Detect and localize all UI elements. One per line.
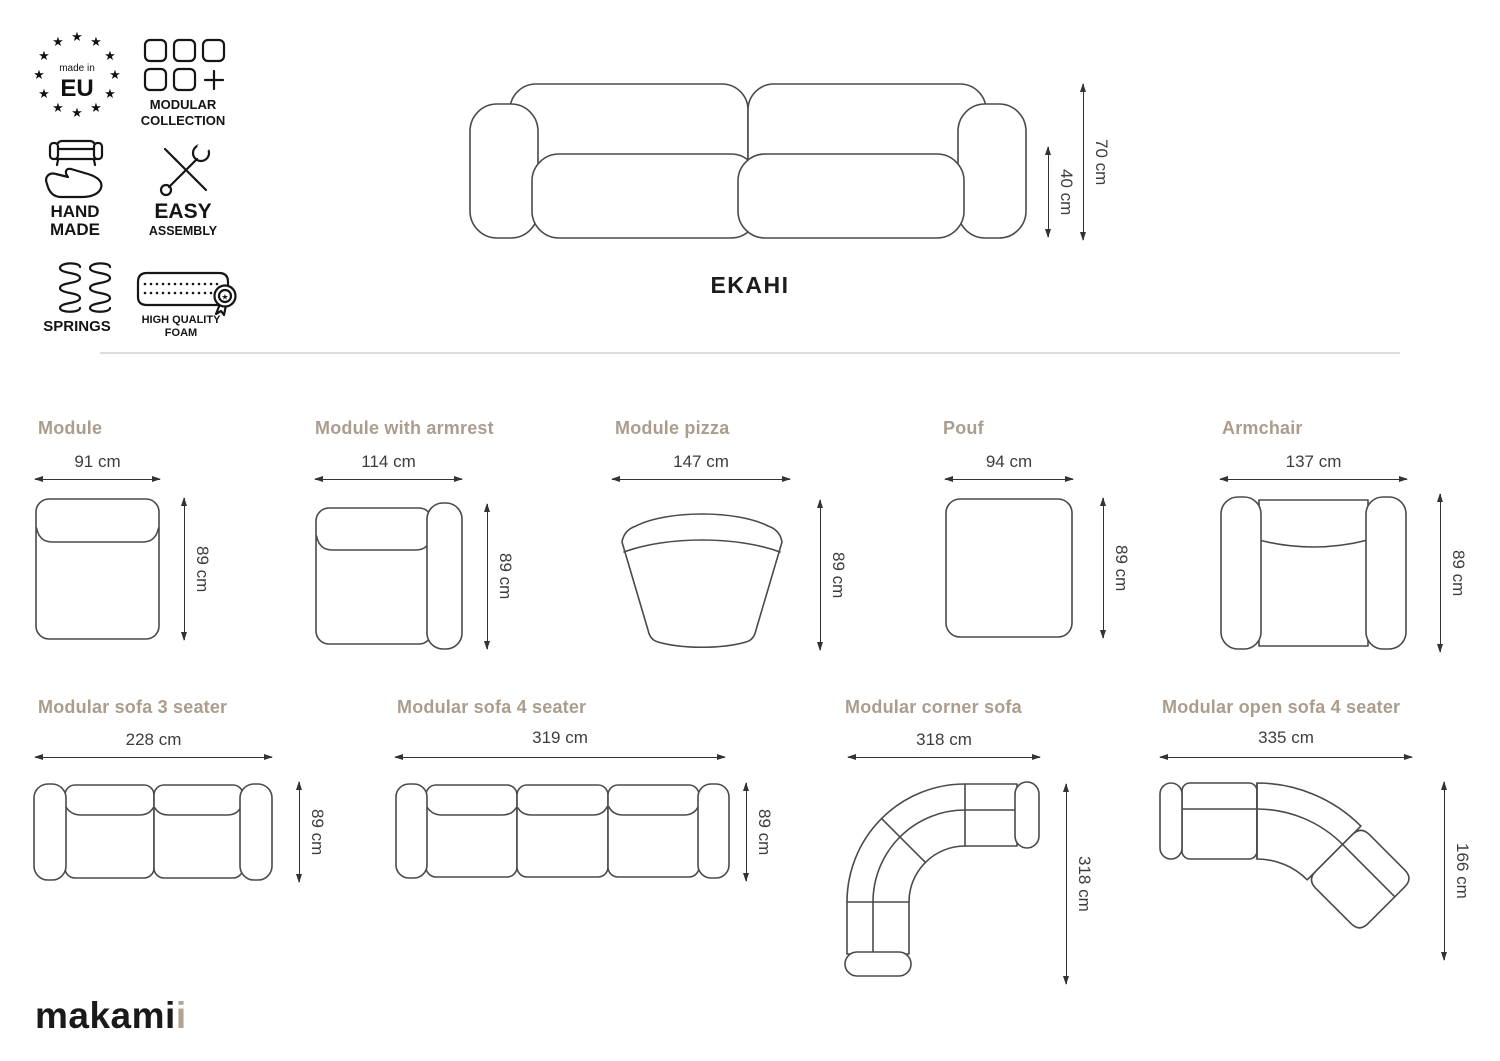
sofa3-height-label: 89 cm — [308, 808, 327, 856]
module-armrest-top-view-drawing — [315, 502, 463, 650]
hero-total-height-arrow — [1083, 84, 1084, 240]
svg-text:★: ★ — [221, 292, 229, 302]
sofa3-top-view-drawing — [33, 782, 273, 882]
section-divider — [100, 352, 1400, 354]
sofa3-title: Modular sofa 3 seater — [38, 697, 228, 717]
armchair-width-arrow — [1220, 479, 1407, 480]
svg-text:★: ★ — [38, 87, 50, 102]
module-pizza-height-arrow — [820, 500, 821, 650]
module-armrest-height-label: 89 cm — [496, 553, 515, 600]
high-quality-foam-icon — [132, 263, 240, 319]
svg-text:★: ★ — [90, 35, 102, 50]
module-pizza-title: Module pizza — [615, 418, 730, 438]
brand-logo — [35, 995, 187, 1037]
svg-text:★: ★ — [104, 87, 116, 102]
sofa4-title: Modular sofa 4 seater — [397, 697, 587, 717]
product-name: EKAHI — [710, 272, 790, 298]
springs-icon — [52, 262, 116, 316]
svg-text:★: ★ — [71, 106, 83, 121]
svg-text:★: ★ — [104, 49, 116, 64]
armchair-height-arrow — [1440, 494, 1441, 652]
sofa4-width-arrow — [395, 757, 725, 758]
sofa3-width-arrow — [35, 757, 272, 758]
easy-assembly-label: EASY ASSEMBLY — [148, 200, 218, 239]
module-top-view-drawing — [35, 498, 160, 640]
svg-text:★: ★ — [33, 68, 45, 83]
armchair-top-view-drawing — [1220, 494, 1407, 652]
module-pizza-height-label: 89 cm — [829, 551, 848, 599]
open-sofa-height-label: 166 cm — [1453, 843, 1472, 899]
module-armrest-height-arrow — [487, 504, 488, 649]
open-sofa-top-view-drawing — [1160, 780, 1416, 936]
module-armrest-width-arrow — [315, 479, 462, 480]
svg-text:★: ★ — [52, 101, 64, 116]
hero-seat-height-label: 40 cm — [1057, 168, 1076, 216]
module-armrest-width-label: 114 cm — [361, 452, 416, 471]
sofa3-width-label: 228 cm — [125, 730, 182, 749]
sofa4-height-arrow — [746, 783, 747, 881]
modular-collection-icon — [143, 38, 227, 96]
made-in-eu-icon — [32, 30, 122, 120]
svg-text:★: ★ — [38, 49, 50, 64]
svg-text:★: ★ — [71, 30, 83, 45]
svg-text:★: ★ — [90, 101, 102, 116]
module-pizza-width-arrow — [612, 479, 790, 480]
module-title: Module — [38, 418, 103, 438]
hand-made-label: HAND MADE — [49, 202, 101, 239]
armchair-title: Armchair — [1222, 418, 1303, 438]
hero-total-height-label: 70 cm — [1092, 138, 1111, 186]
open-sofa-width-arrow — [1160, 757, 1412, 758]
module-pizza-width-label: 147 cm — [673, 452, 729, 471]
corner-sofa-width-arrow — [848, 757, 1040, 758]
module-width-label: 91 cm — [74, 452, 121, 471]
brand-logo-accent: i — [175, 995, 187, 1036]
module-height-arrow — [184, 498, 185, 640]
pouf-width-arrow — [945, 479, 1073, 480]
pouf-top-view-drawing — [945, 498, 1073, 638]
module-width-arrow — [35, 479, 160, 480]
svg-text:★: ★ — [109, 68, 121, 83]
easy-assembly-icon — [152, 140, 214, 202]
springs-label: SPRINGS — [43, 318, 111, 335]
svg-text:made in: made in — [59, 63, 95, 74]
pouf-title: Pouf — [943, 418, 984, 438]
armchair-height-label: 89 cm — [1449, 549, 1468, 597]
armchair-width-label: 137 cm — [1285, 452, 1342, 471]
modular-collection-label: MODULAR COLLECTION — [140, 97, 226, 128]
svg-text:★: ★ — [52, 35, 64, 50]
pouf-height-label: 89 cm — [1112, 544, 1131, 592]
hero-sofa-front-view-drawing — [468, 78, 1028, 243]
sofa4-top-view-drawing — [395, 783, 730, 881]
corner-sofa-title: Modular corner sofa — [845, 697, 1022, 717]
corner-sofa-width-label: 318 cm — [916, 730, 972, 749]
hand-made-icon — [41, 140, 111, 202]
module-pizza-top-view-drawing — [612, 500, 792, 652]
hero-seat-height-arrow — [1048, 147, 1049, 237]
high-quality-foam-label: HIGH QUALITY FOAM — [141, 314, 221, 340]
sofa3-height-arrow — [299, 782, 300, 882]
module-height-label: 89 cm — [193, 545, 212, 593]
sofa4-height-label: 89 cm — [755, 808, 774, 856]
open-sofa-title: Modular open sofa 4 seater — [1162, 697, 1401, 717]
pouf-width-label: 94 cm — [985, 452, 1033, 471]
svg-text:EU: EU — [60, 75, 94, 102]
open-sofa-width-label: 335 cm — [1258, 728, 1314, 747]
pouf-height-arrow — [1103, 498, 1104, 638]
corner-sofa-top-view-drawing — [845, 782, 1041, 978]
open-sofa-height-arrow — [1444, 782, 1445, 960]
corner-sofa-height-arrow — [1066, 784, 1067, 984]
module-armrest-title: Module with armrest — [315, 418, 494, 438]
corner-sofa-height-label: 318 cm — [1075, 856, 1094, 912]
brand-logo-main: makami — [35, 995, 176, 1036]
sofa4-width-label: 319 cm — [532, 728, 588, 747]
